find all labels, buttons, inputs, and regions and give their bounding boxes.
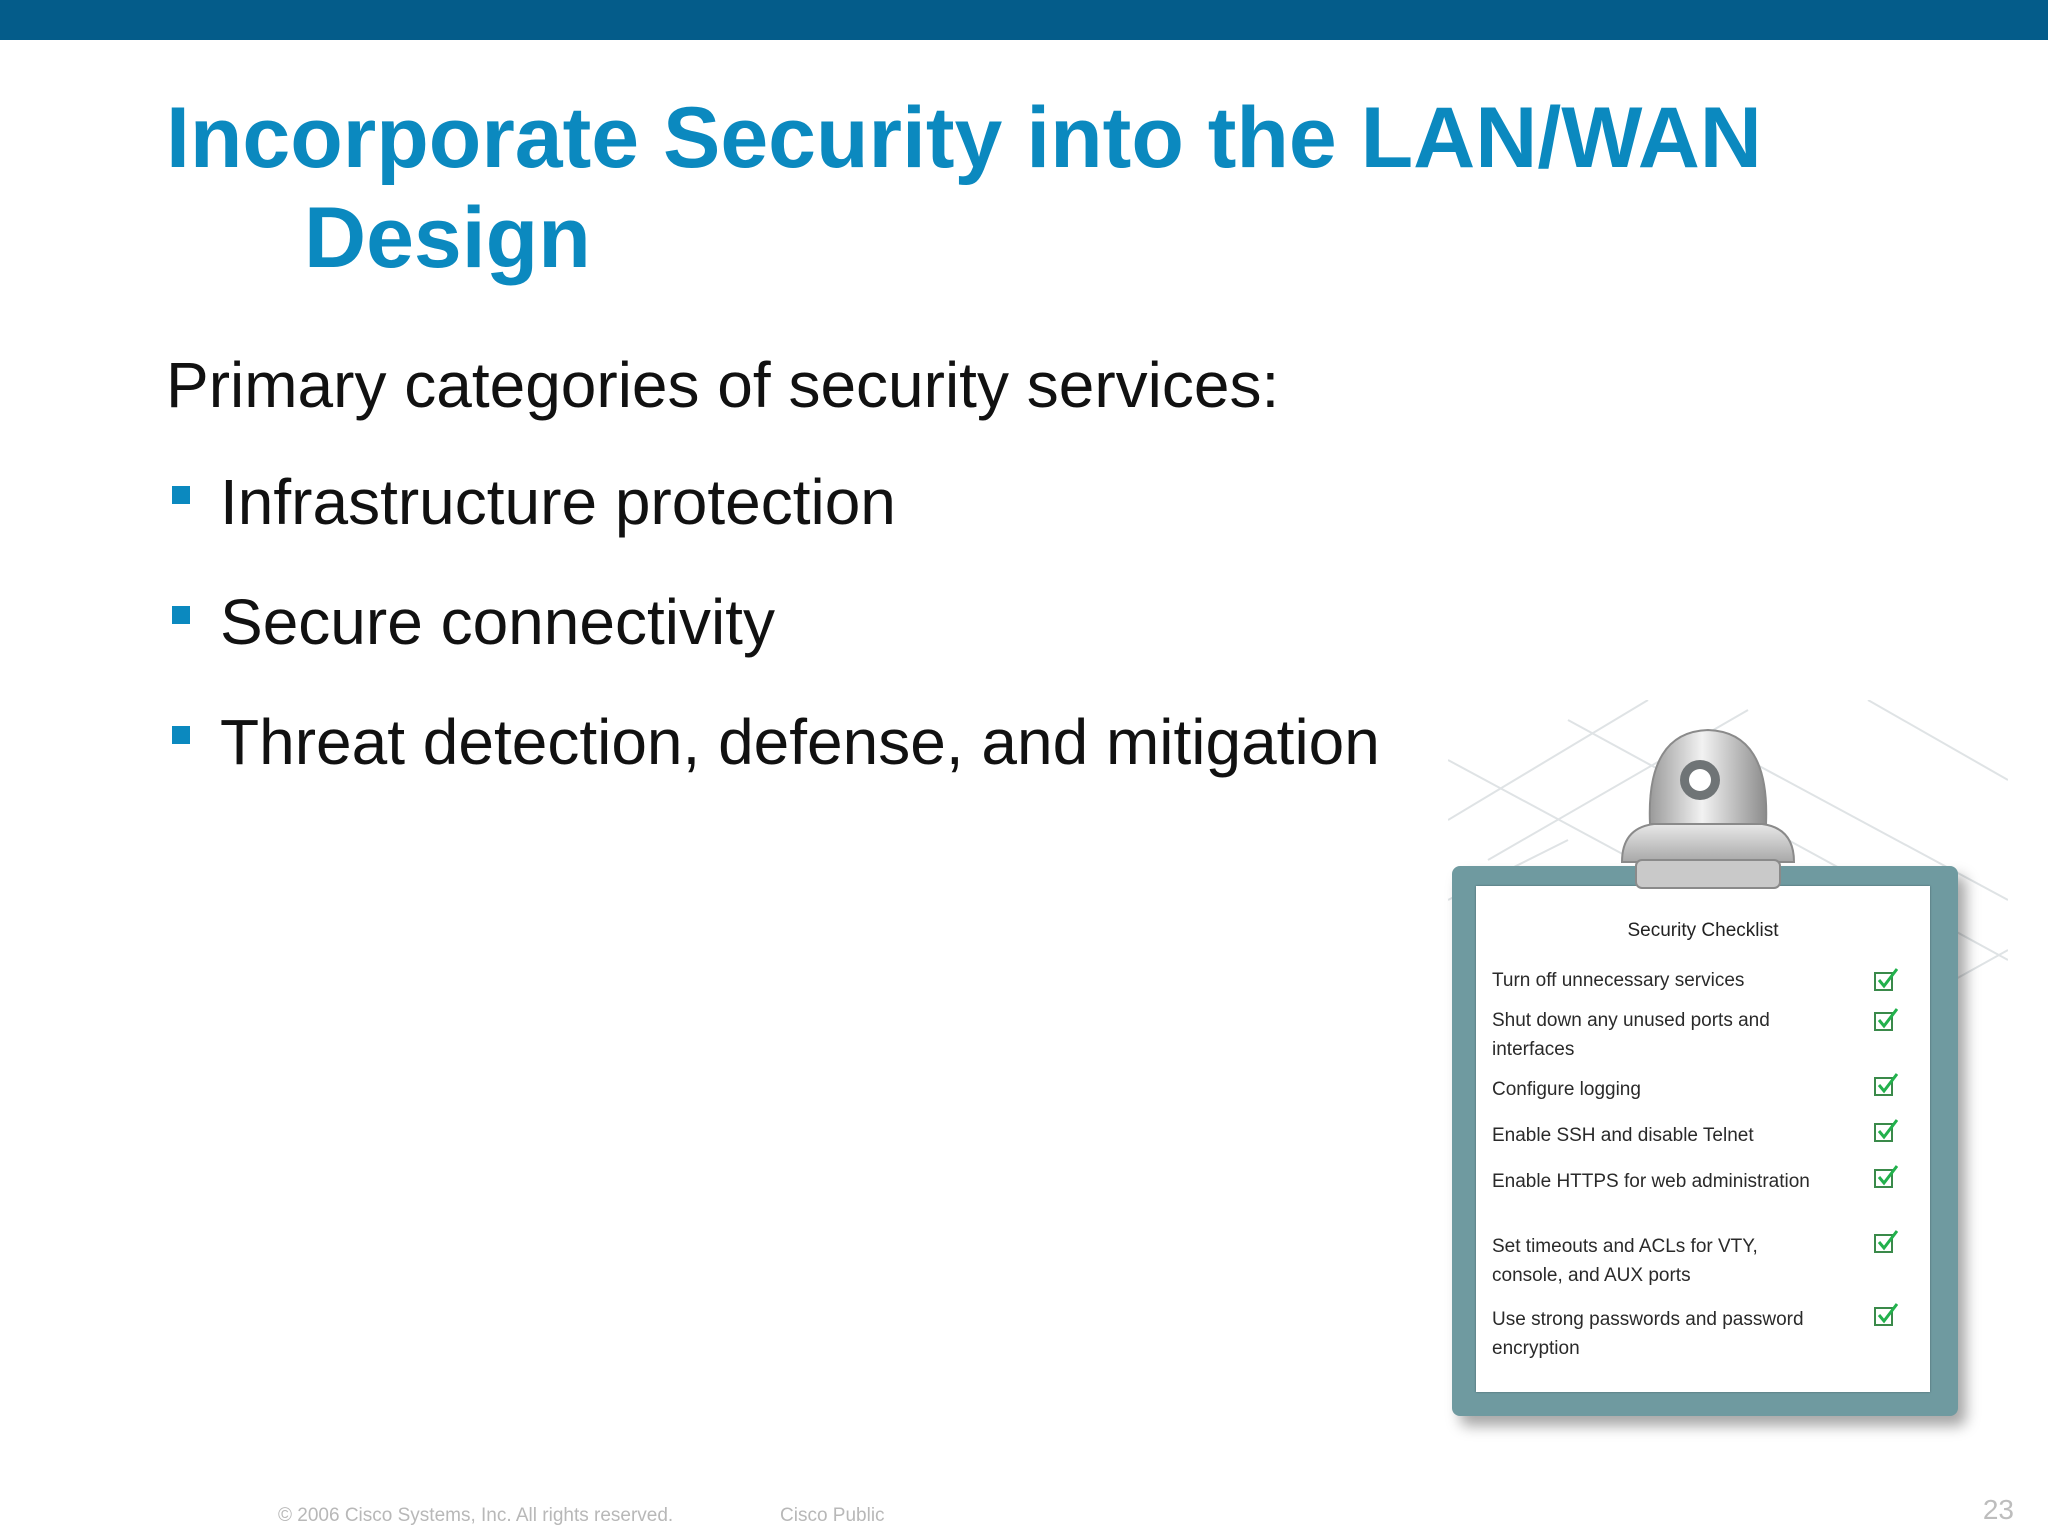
checklist-item-text-cont: console, and AUX ports (1492, 1265, 1691, 1286)
checklist-item-text: Enable HTTPS for web administration (1492, 1171, 1810, 1192)
checkmark-icon (1874, 1008, 1898, 1032)
checklist-item-text: Shut down any unused ports and (1492, 1010, 1770, 1031)
security-checklist-clipboard (1452, 866, 1958, 1416)
bullet-text: Threat detection, defense, and mitigation (220, 706, 1380, 778)
checklist-item (1492, 1121, 1882, 1150)
checklist-item-text: Turn off unnecessary services (1492, 970, 1745, 991)
bullet-text: Secure connectivity (220, 586, 775, 658)
checklist-item-text-cont: interfaces (1492, 1039, 1575, 1060)
checklist-item-text-cont: encryption (1492, 1338, 1580, 1359)
checkmark-icon (1874, 968, 1898, 992)
checklist-item (1492, 1232, 1882, 1290)
checklist-item (1492, 1305, 1882, 1363)
bullet-square-icon (172, 726, 190, 744)
clipboard-clip-icon (1588, 724, 1828, 914)
checklist-item (1492, 1006, 1882, 1064)
bullet-square-icon (172, 486, 190, 504)
bullet-text: Infrastructure protection (220, 466, 896, 538)
bullet-list (166, 462, 1380, 822)
bullet-square-icon (172, 606, 190, 624)
checkmark-icon (1874, 1165, 1898, 1189)
checklist-item (1492, 966, 1882, 995)
checklist-item (1492, 1075, 1882, 1104)
checkmark-icon (1874, 1230, 1898, 1254)
footer-classification: Cisco Public (780, 1505, 885, 1526)
bullet-item-infrastructure (166, 462, 1380, 582)
checklist-title: Security Checklist (1627, 920, 1779, 941)
checklist-item-text: Enable SSH and disable Telnet (1492, 1125, 1754, 1146)
footer-copyright: © 2006 Cisco Systems, Inc. All rights reserved. (278, 1505, 674, 1526)
checkmark-icon (1874, 1119, 1898, 1143)
checklist-item-text: Set timeouts and ACLs for VTY, (1492, 1236, 1758, 1257)
checkmark-icon (1874, 1073, 1898, 1097)
slide-title-line-2: Design (304, 190, 591, 286)
checklist-paper (1476, 886, 1930, 1392)
top-banner-bar (0, 0, 2048, 40)
page-number: 23 (1982, 1494, 2014, 1525)
checklist-item-text: Use strong passwords and password (1492, 1309, 1804, 1330)
slide-title (166, 88, 1986, 288)
intro-text: Primary categories of security services: (166, 349, 1280, 421)
bullet-item-threat (166, 702, 1380, 822)
checklist-item (1492, 1167, 1882, 1196)
slide-title-line-1: Incorporate Security into the LAN/WAN (166, 90, 1762, 186)
checkmark-icon (1874, 1303, 1898, 1327)
bullet-item-connectivity (166, 582, 1380, 702)
checklist-item-text: Configure logging (1492, 1079, 1641, 1100)
